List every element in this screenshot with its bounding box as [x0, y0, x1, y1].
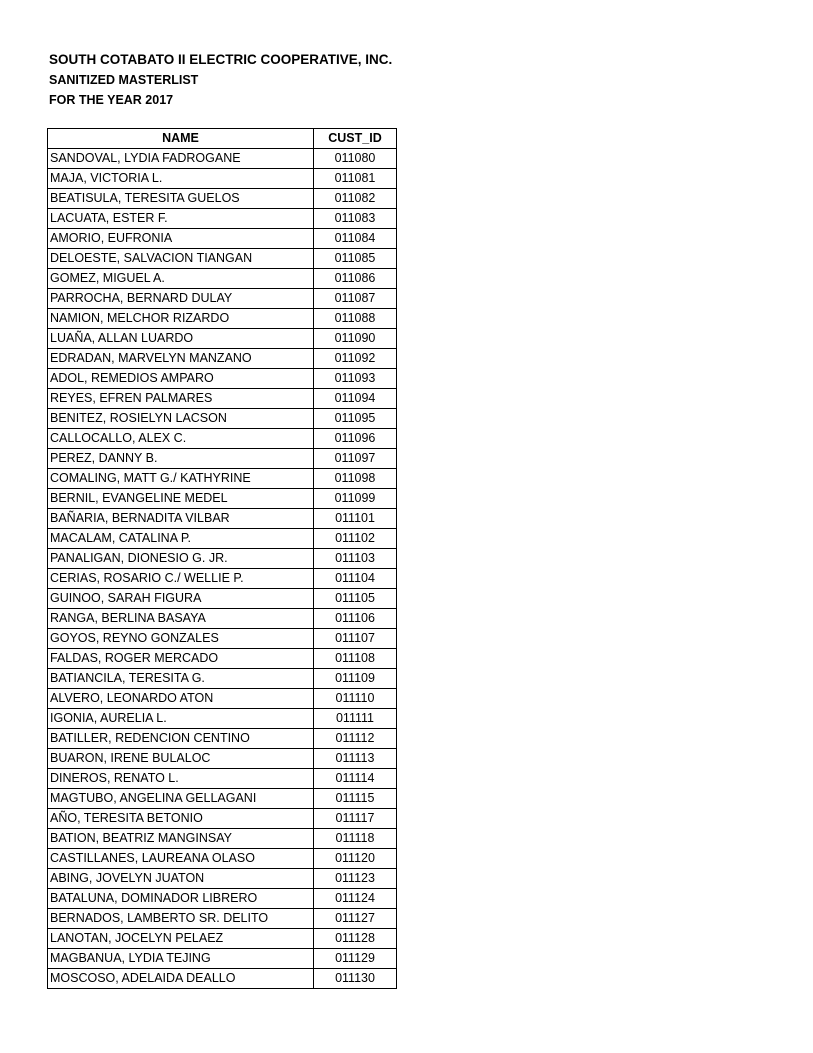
customer-name-cell: LANOTAN, JOCELYN PELAEZ — [48, 929, 314, 949]
customer-name-cell: ABING, JOVELYN JUATON — [48, 869, 314, 889]
table-row — [48, 929, 397, 949]
customer-name-cell: BATILLER, REDENCION CENTINO — [48, 729, 314, 749]
table-row — [48, 809, 397, 829]
customer-name-cell: PARROCHA, BERNARD DULAY — [48, 289, 314, 309]
customer-id-cell: 011096 — [314, 429, 397, 449]
table-row — [48, 629, 397, 649]
customer-name-cell: PANALIGAN, DIONESIO G. JR. — [48, 549, 314, 569]
customer-name-cell: BENITEZ, ROSIELYN LACSON — [48, 409, 314, 429]
table-row — [48, 209, 397, 229]
customer-id-cell: 011095 — [314, 409, 397, 429]
customer-id-cell: 011107 — [314, 629, 397, 649]
customer-id-cell: 011082 — [314, 189, 397, 209]
table-row — [48, 469, 397, 489]
customer-name-cell: DELOESTE, SALVACION TIANGAN — [48, 249, 314, 269]
customer-id-cell: 011129 — [314, 949, 397, 969]
customer-id-cell: 011102 — [314, 529, 397, 549]
customer-id-cell: 011118 — [314, 829, 397, 849]
table-row — [48, 689, 397, 709]
customer-name-cell: GOYOS, REYNO GONZALES — [48, 629, 314, 649]
customer-id-cell: 011115 — [314, 789, 397, 809]
table-row — [48, 789, 397, 809]
customer-name-cell: SANDOVAL, LYDIA FADROGANE — [48, 149, 314, 169]
customer-name-cell: BERNIL, EVANGELINE MEDEL — [48, 489, 314, 509]
customer-id-cell: 011123 — [314, 869, 397, 889]
table-row — [48, 569, 397, 589]
customer-id-cell: 011092 — [314, 349, 397, 369]
table-row — [48, 509, 397, 529]
customer-id-cell: 011098 — [314, 469, 397, 489]
customer-name-cell: REYES, EFREN PALMARES — [48, 389, 314, 409]
table-row — [48, 889, 397, 909]
customer-name-cell: AÑO, TERESITA BETONIO — [48, 809, 314, 829]
customer-id-cell: 011101 — [314, 509, 397, 529]
customer-id-cell: 011088 — [314, 309, 397, 329]
table-row — [48, 969, 397, 989]
customer-id-cell: 011080 — [314, 149, 397, 169]
table-row — [48, 489, 397, 509]
table-row — [48, 529, 397, 549]
customer-id-cell: 011109 — [314, 669, 397, 689]
customer-id-cell: 011097 — [314, 449, 397, 469]
customer-id-cell: 011130 — [314, 969, 397, 989]
customer-name-cell: DINEROS, RENATO L. — [48, 769, 314, 789]
column-header-name: NAME — [48, 129, 314, 149]
customer-id-cell: 011108 — [314, 649, 397, 669]
customer-name-cell: MAGTUBO, ANGELINA GELLAGANI — [48, 789, 314, 809]
document-subtitle: SANITIZED MASTERLIST — [49, 73, 199, 87]
customer-id-cell: 011093 — [314, 369, 397, 389]
customer-id-cell: 011099 — [314, 489, 397, 509]
customer-id-cell: 011105 — [314, 589, 397, 609]
customer-name-cell: PEREZ, DANNY B. — [48, 449, 314, 469]
customer-name-cell: BEATISULA, TERESITA GUELOS — [48, 189, 314, 209]
customer-id-cell: 011090 — [314, 329, 397, 349]
customer-id-cell: 011113 — [314, 749, 397, 769]
table-row — [48, 649, 397, 669]
table-header-row — [48, 129, 397, 149]
customer-id-cell: 011083 — [314, 209, 397, 229]
customer-name-cell: NAMION, MELCHOR RIZARDO — [48, 309, 314, 329]
customer-id-cell: 011114 — [314, 769, 397, 789]
customer-name-cell: CASTILLANES, LAUREANA OLASO — [48, 849, 314, 869]
customer-name-cell: CALLOCALLO, ALEX C. — [48, 429, 314, 449]
customer-id-cell: 011085 — [314, 249, 397, 269]
customer-id-cell: 011124 — [314, 889, 397, 909]
table-row — [48, 189, 397, 209]
table-row — [48, 149, 397, 169]
table-row — [48, 249, 397, 269]
customer-id-cell: 011111 — [314, 709, 397, 729]
table-row — [48, 289, 397, 309]
customer-name-cell: BATIANCILA, TERESITA G. — [48, 669, 314, 689]
customer-id-cell: 011094 — [314, 389, 397, 409]
table-row — [48, 729, 397, 749]
customer-id-cell: 011104 — [314, 569, 397, 589]
customer-id-cell: 011087 — [314, 289, 397, 309]
table-row — [48, 589, 397, 609]
table-row — [48, 669, 397, 689]
column-header-cust-id: CUST_ID — [314, 129, 397, 149]
customer-name-cell: MOSCOSO, ADELAIDA DEALLO — [48, 969, 314, 989]
table-row — [48, 369, 397, 389]
table-row — [48, 829, 397, 849]
customer-id-cell: 011081 — [314, 169, 397, 189]
customer-id-cell: 011103 — [314, 549, 397, 569]
customer-name-cell: GOMEZ, MIGUEL A. — [48, 269, 314, 289]
customer-name-cell: ADOL, REMEDIOS AMPARO — [48, 369, 314, 389]
customer-name-cell: ALVERO, LEONARDO ATON — [48, 689, 314, 709]
customer-name-cell: BATALUNA, DOMINADOR LIBRERO — [48, 889, 314, 909]
customer-id-cell: 011112 — [314, 729, 397, 749]
customer-name-cell: AMORIO, EUFRONIA — [48, 229, 314, 249]
table-row — [48, 229, 397, 249]
table-row — [48, 749, 397, 769]
table-row — [48, 309, 397, 329]
customer-name-cell: BATION, BEATRIZ MANGINSAY — [48, 829, 314, 849]
customer-id-cell: 011084 — [314, 229, 397, 249]
customer-name-cell: EDRADAN, MARVELYN MANZANO — [48, 349, 314, 369]
customer-id-cell: 011117 — [314, 809, 397, 829]
document-header — [49, 50, 392, 110]
customer-name-cell: IGONIA, AURELIA L. — [48, 709, 314, 729]
customer-name-cell: MAJA, VICTORIA L. — [48, 169, 314, 189]
year-line: FOR THE YEAR 2017 — [49, 93, 174, 107]
customer-name-cell: COMALING, MATT G./ KATHYRINE — [48, 469, 314, 489]
customer-name-cell: GUINOO, SARAH FIGURA — [48, 589, 314, 609]
table-row — [48, 389, 397, 409]
customer-id-cell: 011127 — [314, 909, 397, 929]
table-row — [48, 909, 397, 929]
table-row — [48, 609, 397, 629]
customer-name-cell: RANGA, BERLINA BASAYA — [48, 609, 314, 629]
customer-name-cell: CERIAS, ROSARIO C./ WELLIE P. — [48, 569, 314, 589]
customer-name-cell: MAGBANUA, LYDIA TEJING — [48, 949, 314, 969]
customer-name-cell: MACALAM, CATALINA P. — [48, 529, 314, 549]
customer-name-cell: LUAÑA, ALLAN LUARDO — [48, 329, 314, 349]
table-body — [48, 149, 397, 989]
table-row — [48, 169, 397, 189]
table-row — [48, 869, 397, 889]
customer-id-cell: 011106 — [314, 609, 397, 629]
customer-name-cell: BAÑARIA, BERNADITA VILBAR — [48, 509, 314, 529]
table-row — [48, 549, 397, 569]
table-row — [48, 449, 397, 469]
table-row — [48, 709, 397, 729]
customer-id-cell: 011128 — [314, 929, 397, 949]
customer-name-cell: BERNADOS, LAMBERTO SR. DELITO — [48, 909, 314, 929]
customer-id-cell: 011110 — [314, 689, 397, 709]
table-row — [48, 349, 397, 369]
table-row — [48, 849, 397, 869]
customer-name-cell: BUARON, IRENE BULALOC — [48, 749, 314, 769]
customer-name-cell: FALDAS, ROGER MERCADO — [48, 649, 314, 669]
customer-id-cell: 011086 — [314, 269, 397, 289]
table-row — [48, 949, 397, 969]
table-row — [48, 329, 397, 349]
table-row — [48, 769, 397, 789]
table-row — [48, 429, 397, 449]
table-row — [48, 269, 397, 289]
customer-name-cell: LACUATA, ESTER F. — [48, 209, 314, 229]
organization-title: SOUTH COTABATO II ELECTRIC COOPERATIVE, INC. — [49, 52, 393, 67]
table-row — [48, 409, 397, 429]
masterlist-table — [47, 128, 397, 989]
customer-id-cell: 011120 — [314, 849, 397, 869]
